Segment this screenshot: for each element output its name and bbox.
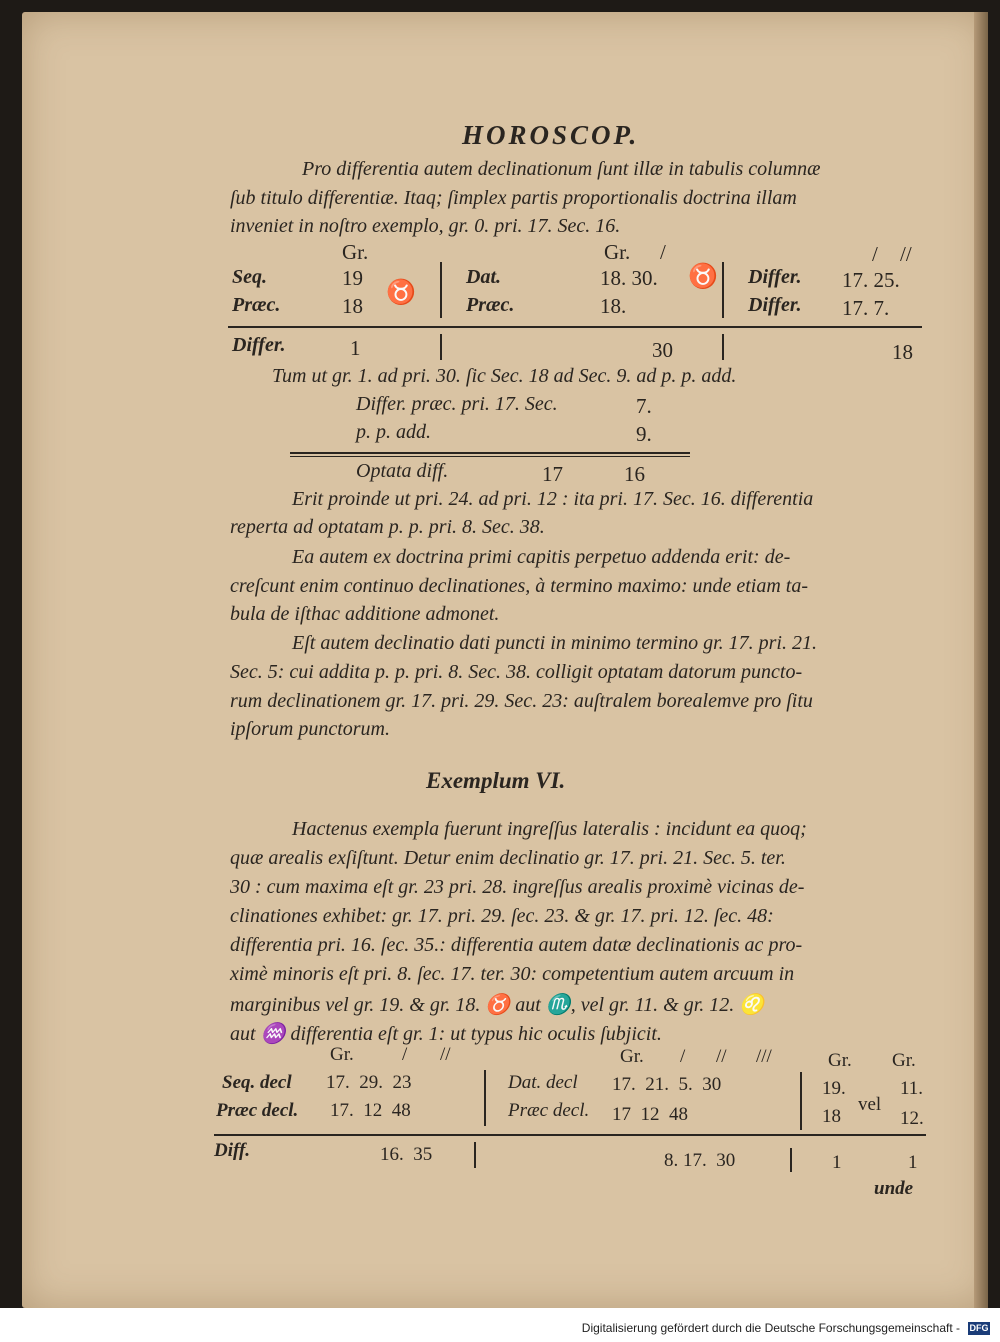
t2-seq-label: Seq. decl (222, 1072, 292, 1093)
t2-h-gr1: Gr. (330, 1044, 354, 1065)
footer-credit: Digitalisierung gefördert durch die Deutsche Forschungsgemeinschaft - (581, 1321, 960, 1335)
t2-dat-label: Dat. decl (508, 1072, 578, 1093)
calc-row1-val: 7. (636, 394, 652, 418)
calc-opt-a: 17 (542, 462, 563, 486)
para5-line-5: differentia pri. 16. ſec. 35.: differentia autem datæ declinationis ac pro- (230, 934, 803, 956)
t2-seq-r1: 19. (822, 1078, 846, 1099)
t2-diff-a: 16. 35 (380, 1144, 433, 1165)
t2-diff-d: 1 (908, 1152, 918, 1173)
para4-line-2: Sec. 5: cui addita p. p. pri. 8. Sec. 38. colligit optatam datorum puncto- (230, 661, 803, 683)
catchword: unde (874, 1178, 914, 1199)
para4-line-3: rum declinationem gr. 17. pri. 29. Sec. 23: auſtralem borealemve pro ſitu (230, 690, 813, 712)
t1-divider-3 (440, 334, 442, 360)
t2-diff-c: 1 (832, 1152, 842, 1173)
t1-head-slash2: // (900, 242, 912, 266)
t2-h-gr4: Gr. (892, 1050, 916, 1071)
para1-line-3: inveniet in noſtro exemplo, gr. 0. pri. 17. Sec. 16. (230, 215, 621, 237)
t2-prae-vals: 17. 12 48 (330, 1100, 411, 1121)
t1-prae-label: Præc. (232, 294, 281, 316)
t2-h-t2: /// (756, 1046, 772, 1067)
calc-row2-label: p. p. add. (356, 421, 431, 443)
t2-divider-2 (800, 1072, 802, 1130)
page-edge (974, 12, 988, 1308)
t2-divider-3 (474, 1142, 476, 1168)
para3-line-3: bula de iſthac additione admonet. (230, 603, 500, 625)
t2-diff-b: 8. 17. 30 (664, 1150, 736, 1171)
para5-line-2: quæ arealis exſiſtunt. Detur enim declinatio gr. 17. pri. 21. Sec. 5. ter. (230, 847, 786, 869)
para4-line-1: Eſt autem declinatio dati puncti in minimo termino gr. 17. pri. 21. (292, 632, 817, 654)
t1-differ-b: 30 (652, 338, 673, 362)
taurus-sign-icon: ♉ (688, 264, 718, 290)
t2-h-s1: // (440, 1044, 451, 1065)
calc-rule (290, 452, 690, 454)
para5-line-6: ximè minoris eſt pri. 8. ſec. 17. ter. 30: competentium autem arcuum in (230, 963, 795, 985)
t2-h-gr2: Gr. (620, 1046, 644, 1067)
para5-line-7: marginibus vel gr. 19. & gr. 18. ♉ aut ♏, vel gr. 11. & gr. 12. ♌ (230, 994, 765, 1016)
para1-line-2: ſub titulo differentiæ. Itaq; ſimplex partis proportionalis doctrina illam (230, 187, 797, 209)
calc-row2-val: 9. (636, 422, 652, 446)
t2-divider-1 (484, 1070, 486, 1126)
calc-opt-label: Optata diff. (356, 460, 449, 482)
t1-differ-label: Differ. (232, 334, 286, 356)
t2-dat-vals: 17. 21. 5. 30 (612, 1074, 722, 1095)
dfg-logo-icon: DFG (969, 1323, 989, 1333)
t1-diff1-label: Differ. (748, 266, 802, 288)
t1-prae2-label: Præc. (466, 294, 515, 316)
t2-prae2-label: Præc decl. (508, 1100, 590, 1121)
t1-prae2-val: 18. (600, 294, 627, 318)
calc-opt-b: 16 (624, 462, 645, 486)
t1-head-slash1: / (872, 242, 878, 266)
t2-prae-r2: 12. (900, 1108, 924, 1129)
para1-line-1: Pro differentia autem declinationum ſunt illæ in tabulis columnæ (302, 158, 821, 180)
taurus-sign-icon: ♉ (386, 280, 416, 306)
t1-diff2-label: Differ. (748, 294, 802, 316)
running-head: HOROSCOP. (462, 120, 640, 150)
t2-vel: vel (858, 1094, 882, 1115)
t2-seq-r2: 11. (900, 1078, 924, 1099)
t2-h-s2: // (716, 1046, 727, 1067)
t1-differ-a: 1 (350, 336, 361, 360)
t2-divider-4 (790, 1148, 792, 1172)
t1-divider-1 (440, 262, 442, 318)
t2-rule (214, 1134, 926, 1136)
t1-divider-4 (722, 334, 724, 360)
para5-line-8: aut ♒ differentia eſt gr. 1: ut typus hic oculis ſubjicit. (230, 1023, 662, 1045)
section-heading: Exemplum VI. (426, 768, 566, 793)
para5-line-3: 30 : cum maxima eſt gr. 23 pri. 28. ingreſſus arealis proximè vicinas de- (230, 876, 805, 898)
calc-row1-label: Differ. præc. pri. 17. Sec. (356, 393, 558, 415)
t2-prae2-vals: 17 12 48 (612, 1104, 688, 1125)
t2-prae-label: Præc decl. (216, 1100, 299, 1121)
t1-diff1-val: 17. 25. (842, 268, 900, 292)
t1-diff2-val: 17. 7. (842, 296, 890, 320)
t1-seq-label: Seq. (232, 266, 267, 288)
para2-line-2: reperta ad optatam p. p. pri. 8. Sec. 38. (230, 516, 545, 538)
t1-divider-2 (722, 262, 724, 318)
t1-prae-gr: 18 (342, 294, 363, 318)
t1-rule (228, 326, 922, 328)
t1-head-slash: / (660, 240, 666, 264)
footer-bar (0, 1308, 1000, 1342)
t1-seq-gr: 19 (342, 266, 363, 290)
t2-h-m1: / (402, 1044, 408, 1065)
t1-head-gr2: Gr. (604, 240, 631, 264)
t2-h-gr3: Gr. (828, 1050, 852, 1071)
t1-head-gr1: Gr. (342, 240, 369, 264)
para5-line-1: Hactenus exempla fuerunt ingreſſus lateralis : incidunt ea quoq; (292, 818, 807, 840)
t2-seq-vals: 17. 29. 23 (326, 1072, 412, 1093)
calc-rule-2 (290, 456, 690, 457)
para3-line-1: Ea autem ex doctrina primi capitis perpetuo addenda erit: de- (292, 546, 791, 568)
t1-dat-label: Dat. (466, 266, 501, 288)
para3-line-2: creſcunt enim continuo declinationes, à termino maximo: unde etiam ta- (230, 575, 809, 597)
para5-line-4: clinationes exhibet: gr. 17. pri. 29. ſec. 23. & gr. 17. pri. 12. ſec. 48: (230, 905, 774, 927)
t2-diff-label: Diff. (214, 1140, 251, 1161)
para4-line-4: ipſorum punctorum. (230, 718, 390, 740)
t2-prae-r1: 18 (822, 1106, 841, 1127)
t2-h-m2: / (680, 1046, 686, 1067)
t1-differ-c: 18 (892, 340, 913, 364)
t1-dat-val: 18. 30. (600, 266, 658, 290)
tum-line: Tum ut gr. 1. ad pri. 30. ſic Sec. 18 ad Sec. 9. ad p. p. add. (272, 365, 737, 387)
para2-line-1: Erit proinde ut pri. 24. ad pri. 12 : ita pri. 17. Sec. 16. differentia (292, 488, 814, 510)
